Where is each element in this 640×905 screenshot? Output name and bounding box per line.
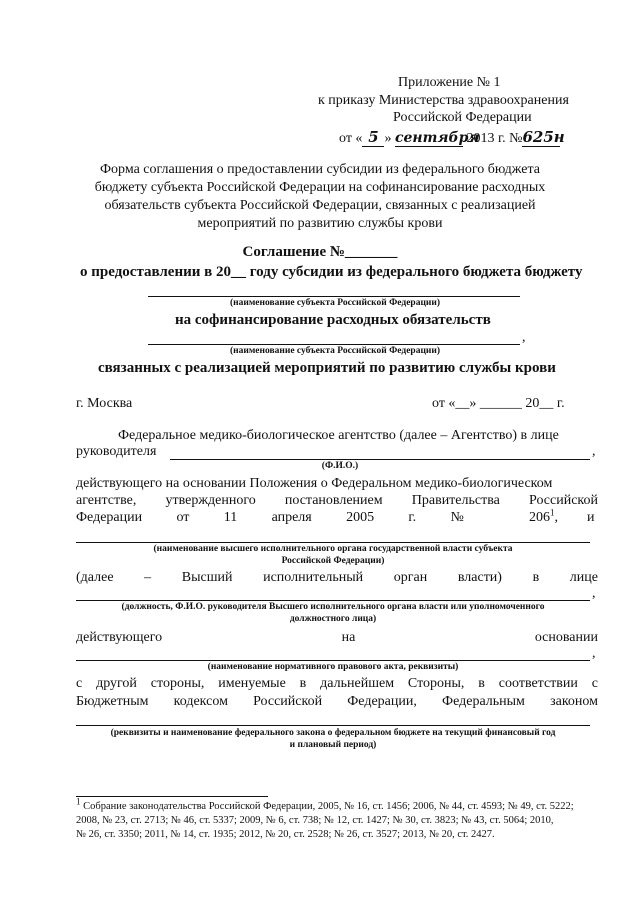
date-day-handwritten: 5 bbox=[362, 128, 384, 147]
agreement-subtitle-line-1: о предоставлении в 20__ году субсидии из федерального бюджета бюджету bbox=[80, 264, 583, 280]
body-line-acting-basis: действующего на основании bbox=[76, 630, 598, 645]
order-number-handwritten: 625н bbox=[522, 128, 565, 146]
form-title-line-4: мероприятий по развитию службы крови bbox=[197, 216, 443, 231]
caption-fio: (Ф.И.О.) bbox=[321, 461, 359, 471]
caption-executive-body-1: (наименование высшего исполнительного органа государственной власти субъекта bbox=[153, 544, 513, 554]
order-date bbox=[339, 128, 565, 147]
body-line-executive: (далее – Высший исполнительный орган власти) в лице bbox=[76, 570, 598, 585]
city: г. Москва bbox=[76, 396, 133, 411]
date-month-handwritten: сентября bbox=[394, 130, 480, 146]
caption-head-position-2: должностного лица) bbox=[289, 614, 377, 624]
caption-legal-act: (наименование нормативного правового акта, реквизиты) bbox=[207, 662, 459, 672]
order-reference: к приказу Министерства здравоохранения bbox=[318, 93, 569, 108]
comma: , bbox=[592, 646, 596, 661]
caption-subject-name-1: (наименование субъекта Российской Федерации) bbox=[229, 298, 441, 308]
regulation-text: Федерации от 11 апреля 2005 г. № 206 bbox=[76, 510, 550, 525]
agreement-date: от «__» ______ 20__ г. bbox=[432, 396, 565, 411]
comma: , bbox=[522, 330, 526, 345]
form-title-line-2: бюджету субъекта Российской Федерации на софинансирование расходных bbox=[94, 180, 546, 195]
footnote-text-1: Собрание законодательства Российской Федерации, 2005, № 16, ст. 1456; 2006, № 44, ст. 4593; № 49, ст. 5222; bbox=[83, 801, 574, 812]
footnote-line-1 bbox=[76, 796, 574, 812]
caption-federal-law-2: и плановый период) bbox=[289, 740, 377, 750]
footnote-line-2: 2008, № 23, ст. 2713; № 46, ст. 5337; 2009, № 6, ст. 738; № 12, ст. 1427; № 30, ст. 3823; № 43, ст. 5064; 2010, bbox=[76, 815, 554, 826]
form-title-line-1: Форма соглашения о предоставлении субсидии из федерального бюджета bbox=[99, 162, 541, 177]
body-line-regulation-1: действующего на основании Положения о Федеральном медико-биологическом bbox=[76, 476, 553, 491]
federal-law-underline bbox=[76, 725, 590, 726]
form-title-line-3: обязательств субъекта Российской Федерации, связанных с реализацией bbox=[104, 198, 536, 213]
footnote-line-3: № 26, ст. 3350; 2011, № 14, ст. 1935; 2012, № 20, ст. 2528; № 26, ст. 3527; 2013, № 20, ст. 2427. bbox=[76, 829, 495, 840]
head-position-underline bbox=[76, 600, 590, 601]
agreement-subtitle-line-3: связанных с реализацией мероприятий по развитию службы крови bbox=[98, 360, 556, 376]
caption-head-position-1: (должность, Ф.И.О. руководителя Высшего исполнительного органа власти или уполномоченного bbox=[121, 602, 545, 612]
caption-subject-name-2: (наименование субъекта Российской Федерации) bbox=[229, 346, 441, 356]
subject-name-underline-2 bbox=[148, 344, 520, 345]
agreement-title: Соглашение №_______ bbox=[242, 244, 398, 260]
subject-name-underline-1 bbox=[148, 296, 520, 297]
body-line-parties: с другой стороны, именуемые в дальнейшем Стороны, в соответствии с bbox=[76, 676, 598, 691]
federation-label: Российской Федерации bbox=[393, 110, 532, 125]
body-line-regulation-3 bbox=[76, 507, 598, 526]
legal-act-underline bbox=[76, 660, 590, 661]
footnote-separator bbox=[76, 796, 268, 797]
body-line-head-prefix: руководителя bbox=[76, 444, 157, 459]
comma: , bbox=[592, 586, 596, 601]
regulation-end: , и bbox=[554, 510, 595, 525]
caption-executive-body-2: Российской Федерации) bbox=[281, 556, 385, 566]
agreement-subtitle-line-2: на софинансирование расходных обязательств bbox=[175, 312, 491, 328]
date-mid: » bbox=[384, 131, 392, 146]
body-line-regulation-2: агентстве, утвержденного постановлением Правительства Российской bbox=[76, 493, 598, 508]
appendix-label: Приложение № 1 bbox=[398, 75, 501, 90]
body-line-budget-code: Бюджетным кодексом Российской Федерации, Федеральным законом bbox=[76, 694, 598, 709]
footnote-mark: 1 bbox=[76, 796, 81, 807]
date-year: 2013 г. № bbox=[466, 131, 523, 146]
comma: , bbox=[592, 444, 596, 459]
caption-federal-law-1: (реквизиты и наименование федерального закона о федеральном бюджете на текущий финансовый год bbox=[110, 728, 556, 738]
head-fio-underline bbox=[170, 459, 590, 460]
executive-body-underline bbox=[76, 542, 590, 543]
body-line-agency: Федеральное медико-биологическое агентство (далее – Агентство) в лице bbox=[118, 428, 559, 443]
date-prefix: от « bbox=[339, 131, 363, 146]
footnote-ref: 1 bbox=[550, 507, 555, 518]
